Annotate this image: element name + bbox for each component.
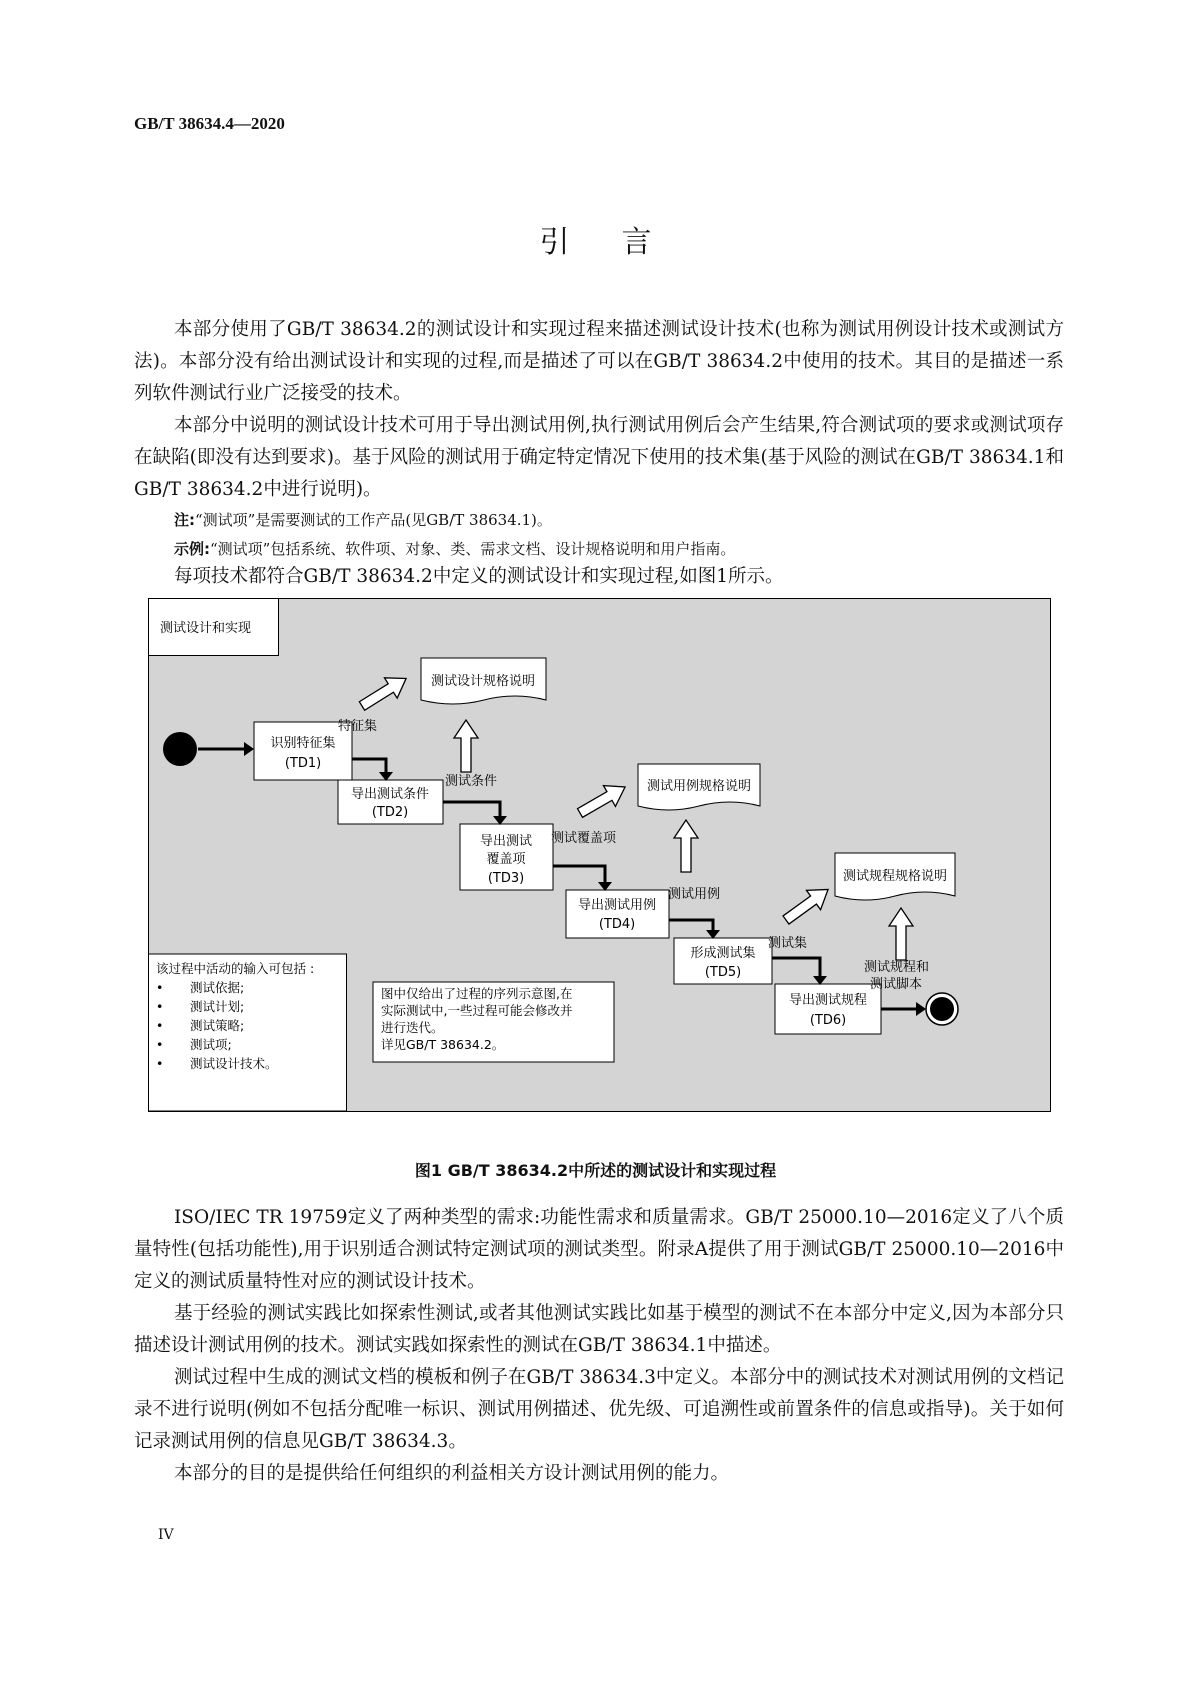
inputs-item: 测试策略;: [190, 1018, 245, 1033]
step-td3-code: (TD3): [487, 871, 525, 886]
note-box-line: 进行迭代。: [381, 1020, 444, 1035]
example: [174, 538, 735, 559]
note-box-line: 实际测试中,一些过程可能会修改并: [381, 1003, 573, 1018]
note-box-line: 图中仅给出了过程的序列示意图,在: [381, 986, 573, 1001]
end-node: [930, 997, 954, 1021]
note: [174, 509, 552, 530]
inputs-item: 测试依据;: [190, 980, 245, 995]
step-td6-name: 导出测试规程: [788, 993, 868, 1008]
frame-title: 测试设计和实现: [160, 621, 252, 636]
process-diagram: [148, 598, 1051, 1112]
doc-test-procedure-spec-label: 测试规程规格说明: [842, 869, 948, 884]
step-td4-name: 导出测试用例: [577, 898, 657, 913]
inputs-bullet: •: [156, 1056, 164, 1071]
step-td5-code: (TD5): [704, 965, 742, 980]
output-test-scripts: 测试脚本: [870, 977, 923, 992]
step-td6-code: (TD6): [809, 1013, 847, 1028]
paragraph-1: 本部分使用了GB/T 38634.2的测试设计和实现过程来描述测试设计技术(也称为测试用例设计技术或测试方法)。本部分没有给出测试设计和实现的过程,而是描述了可以在GB/T 38634.2中使用的技术。其目的是描述一系列软件测试行业广泛接受的技术。: [134, 319, 1064, 404]
note-text: “测试项”是需要测试的工作产品(见GB/T 38634.1)。: [195, 511, 552, 529]
doc-test-design-spec-label: 测试设计规格说明: [430, 674, 536, 689]
inputs-bullet: •: [156, 1018, 164, 1033]
step-td1-name: 识别特征集: [270, 736, 336, 751]
output-feature-sets: 特征集: [338, 719, 378, 734]
inputs-box: [149, 954, 347, 1111]
step-td3-name: 导出测试: [479, 834, 533, 849]
inputs-item: 测试设计技术。: [190, 1056, 278, 1071]
step-td2-code: (TD2): [371, 805, 409, 820]
inputs-bullet: •: [156, 1037, 164, 1052]
inputs-bullet: •: [156, 980, 164, 995]
output-test-procedures: 测试规程和: [864, 960, 930, 975]
start-node: [163, 732, 197, 766]
output-test-sets: 测试集: [768, 936, 808, 951]
output-test-cases: 测试用例: [668, 887, 721, 902]
step-td3-name-2: 覆盖项: [486, 852, 526, 867]
page-number: IV: [158, 1527, 174, 1543]
standard-code: GB/T 38634.4—2020: [134, 114, 285, 133]
example-label: 示例:: [174, 540, 210, 558]
doc-test-case-spec-label: 测试用例规格说明: [646, 779, 752, 794]
output-test-coverage-items: 测试覆盖项: [551, 831, 617, 846]
step-td4-code: (TD4): [598, 917, 636, 932]
inputs-item: 测试项;: [190, 1037, 232, 1052]
paragraph-6: 测试过程中生成的测试文档的模板和例子在GB/T 38634.3中定义。本部分中的测试技术对测试用例的文档记录不进行说明(例如不包括分配唯一标识、测试用例描述、优先级、可追溯性或前置条件的信息或指导)。关于如何记录测试用例的信息见GB/T 38634.3。: [134, 1367, 1064, 1452]
figure-caption: 图1 GB/T 38634.2中所述的测试设计和实现过程: [414, 1161, 777, 1180]
note-box-line: 详见GB/T 38634.2。: [381, 1037, 505, 1052]
note-label: 注:: [174, 511, 195, 529]
process-figure: [148, 598, 1051, 1112]
example-text: “测试项”包括系统、软件项、对象、类、需求文档、设计规格说明和用户指南。: [210, 540, 736, 558]
page-title: 引言: [539, 225, 704, 260]
step-td1-code: (TD1): [284, 756, 322, 771]
inputs-bullet: •: [156, 999, 164, 1014]
paragraph-7: 本部分的目的是提供给任何组织的利益相关方设计测试用例的能力。: [174, 1463, 730, 1484]
paragraph-2: 本部分中说明的测试设计技术可用于导出测试用例,执行测试用例后会产生结果,符合测试项的要求或测试项存在缺陷(即没有达到要求)。基于风险的测试用于确定特定情况下使用的技术集(基于风险的测试在GB/T 38634.1和GB/T 38634.2中进行说明)。: [134, 415, 1064, 500]
paragraph-5: 基于经验的测试实践比如探索性测试,或者其他测试实践比如基于模型的测试不在本部分中定义,因为本部分只描述设计测试用例的技术。测试实践如探索性的测试在GB/T 38634.1中描述。: [134, 1303, 1064, 1356]
output-test-conditions: 测试条件: [445, 774, 498, 789]
inputs-heading: 该过程中活动的输入可包括 :: [156, 961, 315, 976]
paragraph-3: 每项技术都符合GB/T 38634.2中定义的测试设计和实现过程,如图1所示。: [174, 566, 784, 587]
inputs-item: 测试计划;: [190, 999, 245, 1014]
step-td2-name: 导出测试条件: [350, 787, 430, 802]
step-td5-name: 形成测试集: [690, 946, 756, 961]
paragraph-4: ISO/IEC TR 19759定义了两种类型的需求:功能性需求和质量需求。GB/T 25000.10—2016定义了八个质量特性(包括功能性),用于识别适合测试特定测试项的测试类型。附录A提供了用于测试GB/T 25000.10—2016中定义的测试质量特性对应的测试设计技术。: [134, 1207, 1064, 1292]
